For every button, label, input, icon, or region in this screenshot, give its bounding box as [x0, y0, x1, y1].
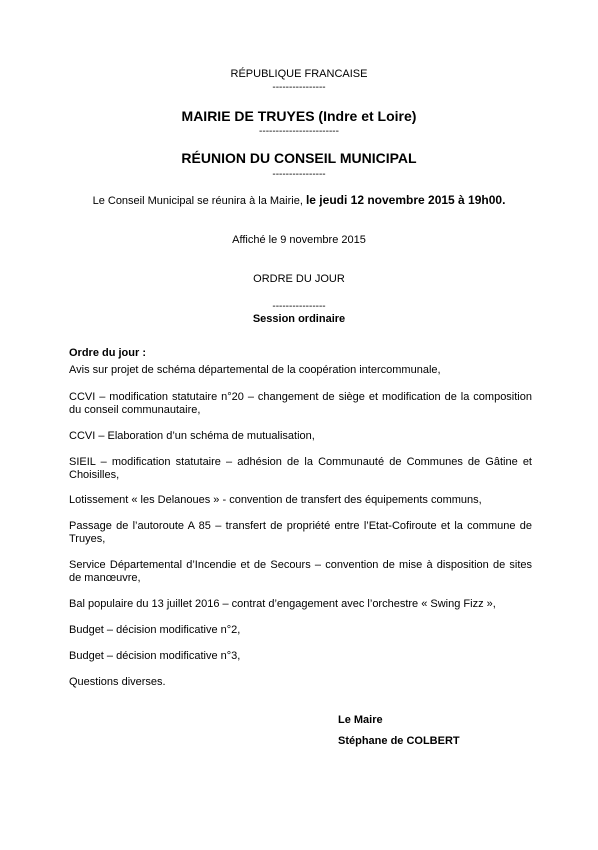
- separator-4: ----------------: [272, 301, 326, 312]
- agenda-item: Passage de l’autoroute A 85 – transfert de propriété entre l’Etat-Cofiroute et la commune de Truyes,: [69, 520, 532, 545]
- agenda-heading: Ordre du jour :: [69, 347, 146, 359]
- agenda-item: Avis sur projet de schéma départemental de la coopération intercommunale,: [69, 364, 441, 376]
- agenda-item: CCVI – Elaboration d’un schéma de mutualisation,: [69, 430, 315, 442]
- announcement-date: le jeudi 12 novembre 2015 à 19h00.: [305, 193, 506, 207]
- announcement-text: Le Conseil Municipal se réunira à la Mairie,: [92, 195, 303, 207]
- agenda-item: CCVI – modification statutaire n°20 – changement de siège et modification de la composition du conseil communautaire,: [69, 391, 532, 416]
- signature-name: Stéphane de COLBERT: [338, 735, 460, 747]
- posted-date: Affiché le 9 novembre 2015: [232, 234, 366, 246]
- agenda-item: Service Départemental d’Incendie et de Secours – convention de mise à disposition de sites de manœuvre,: [69, 559, 532, 584]
- agenda-item: SIEIL – modification statutaire – adhésion de la Communauté de Communes de Gâtine et Choisilles,: [69, 456, 532, 481]
- announcement: [0, 194, 598, 208]
- agenda-item: Budget – décision modificative n°2,: [69, 624, 241, 636]
- agenda-title: ORDRE DU JOUR: [253, 273, 345, 285]
- agenda-item: Questions diverses.: [69, 676, 166, 688]
- reunion-heading: RÉUNION DU CONSEIL MUNICIPAL: [181, 150, 417, 166]
- mairie-heading: MAIRIE DE TRUYES (Indre et Loire): [181, 108, 417, 124]
- session-label: Session ordinaire: [252, 313, 346, 325]
- agenda-item: Budget – décision modificative n°3,: [69, 650, 241, 662]
- separator-1: ----------------: [272, 82, 326, 93]
- signature-title: Le Maire: [338, 714, 383, 726]
- republic-heading: RÉPUBLIQUE FRANCAISE: [230, 68, 368, 80]
- agenda-item: Bal populaire du 13 juillet 2016 – contrat d’engagement avec l’orchestre « Swing Fizz »,: [69, 598, 496, 610]
- separator-3: ----------------: [272, 169, 326, 180]
- agenda-item: Lotissement « les Delanoues » - convention de transfert des équipements communs,: [69, 494, 482, 506]
- separator-2: ------------------------: [259, 126, 339, 137]
